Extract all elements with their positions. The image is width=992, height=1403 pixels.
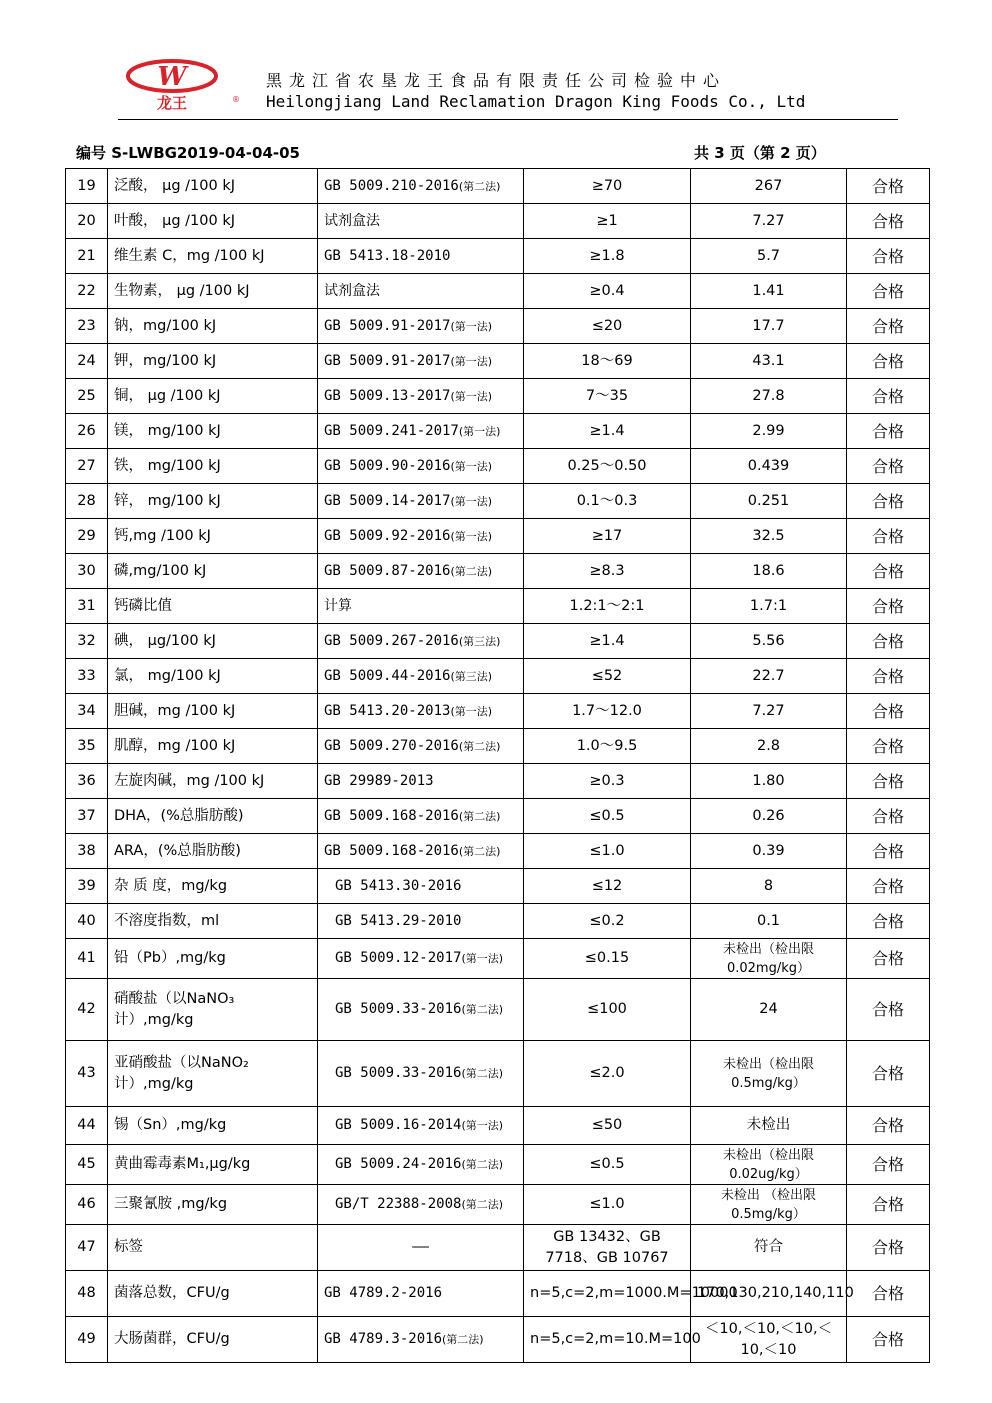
- row-number: 24: [66, 344, 108, 379]
- test-result: 未检出: [691, 1107, 847, 1145]
- judgment: 合格: [847, 1185, 930, 1225]
- table-row: [66, 204, 930, 239]
- method-standard: GB 5009.91-2017: [324, 317, 451, 334]
- table-row: [66, 449, 930, 484]
- test-result: 1.80: [691, 764, 847, 799]
- test-result: 2.99: [691, 414, 847, 449]
- row-number: 49: [66, 1317, 108, 1363]
- table-row: [66, 1185, 930, 1225]
- table-row: [66, 1107, 930, 1145]
- test-item: 黄曲霉毒素M₁,μg/kg: [108, 1145, 318, 1185]
- judgment: 合格: [847, 519, 930, 554]
- method-variant: (第一法): [450, 494, 493, 508]
- judgment: 合格: [847, 979, 930, 1041]
- test-method: [318, 659, 524, 694]
- test-item: 锌， mg/100 kJ: [108, 484, 318, 519]
- method-standard: GB 5413.18-2010: [324, 247, 451, 264]
- table-row: [66, 379, 930, 414]
- test-item: 泛酸， μg /100 kJ: [108, 169, 318, 204]
- test-result: 0.439: [691, 449, 847, 484]
- test-result: 32.5: [691, 519, 847, 554]
- row-number: 30: [66, 554, 108, 589]
- test-method: [318, 414, 524, 449]
- judgment: 合格: [847, 1145, 930, 1185]
- standard-requirement: ≥1.8: [524, 239, 691, 274]
- test-item: 钾，mg/100 kJ: [108, 344, 318, 379]
- standard-requirement: ≥17: [524, 519, 691, 554]
- test-item: 肌醇，mg /100 kJ: [108, 729, 318, 764]
- judgment: 合格: [847, 939, 930, 979]
- test-method: [318, 449, 524, 484]
- method-standard: GB/T 22388-2008: [335, 1196, 462, 1212]
- results-table-body: [66, 169, 930, 1363]
- method-variant: (第二法): [461, 1003, 504, 1016]
- test-result: 170,130,210,140,110: [691, 1271, 847, 1317]
- row-number: 28: [66, 484, 108, 519]
- row-number: 26: [66, 414, 108, 449]
- test-method: [318, 939, 524, 979]
- row-number: 42: [66, 979, 108, 1041]
- company-name-en: Heilongjiang Land Reclamation Dragon King Foods Co., Ltd: [266, 92, 806, 111]
- test-result: 27.8: [691, 379, 847, 414]
- test-item: 镁， mg/100 kJ: [108, 414, 318, 449]
- test-result: 未检出 （检出限 0.5mg/kg）: [691, 1185, 847, 1225]
- method-variant: (第二法): [461, 1158, 504, 1171]
- method-standard: GB 5413.30-2016: [335, 877, 462, 894]
- test-result: 8: [691, 869, 847, 904]
- test-method: [318, 239, 524, 274]
- method-variant: (第二法): [458, 844, 501, 858]
- standard-requirement: 18～69: [524, 344, 691, 379]
- row-number: 39: [66, 869, 108, 904]
- method-standard: GB 4789.2-2016: [324, 1285, 443, 1301]
- judgment: 合格: [847, 624, 930, 659]
- table-row: [66, 624, 930, 659]
- test-method: [318, 799, 524, 834]
- standard-requirement: 7～35: [524, 379, 691, 414]
- test-method: [318, 484, 524, 519]
- table-row: [66, 1225, 930, 1271]
- method-standard: GB 5009.168-2016: [324, 842, 459, 859]
- test-method: [318, 764, 524, 799]
- judgment: 合格: [847, 729, 930, 764]
- method-standard: GB 5413.29-2010: [335, 912, 462, 929]
- table-row: [66, 904, 930, 939]
- judgment: 合格: [847, 659, 930, 694]
- judgment: 合格: [847, 799, 930, 834]
- table-row: [66, 939, 930, 979]
- method-variant: (第一法): [450, 459, 493, 473]
- standard-requirement: ≤0.5: [524, 1145, 691, 1185]
- test-method: [318, 554, 524, 589]
- standard-requirement: ≤2.0: [524, 1041, 691, 1107]
- test-result: 5.56: [691, 624, 847, 659]
- test-item: 左旋肉碱，mg /100 kJ: [108, 764, 318, 799]
- row-number: 41: [66, 939, 108, 979]
- method-variant: (第三法): [450, 669, 493, 683]
- standard-requirement: 0.1～0.3: [524, 484, 691, 519]
- test-item: 叶酸， μg /100 kJ: [108, 204, 318, 239]
- test-method: [318, 694, 524, 729]
- results-table: [65, 168, 930, 1363]
- method-standard: GB 5413.20-2013: [324, 702, 451, 719]
- standard-requirement: 0.25～0.50: [524, 449, 691, 484]
- table-row: [66, 869, 930, 904]
- method-standard: GB 5009.14-2017: [324, 492, 451, 509]
- method-variant: (第三法): [458, 634, 501, 648]
- method-variant: (第一法): [450, 389, 493, 403]
- method-variant: (第一法): [450, 529, 493, 543]
- judgment: 合格: [847, 764, 930, 799]
- test-result: 1.41: [691, 274, 847, 309]
- row-number: 20: [66, 204, 108, 239]
- table-row: [66, 729, 930, 764]
- table-row: [66, 1041, 930, 1107]
- table-row: [66, 1145, 930, 1185]
- test-method: [318, 204, 524, 239]
- test-result: 43.1: [691, 344, 847, 379]
- test-method: [318, 589, 524, 624]
- standard-requirement: ≤50: [524, 1107, 691, 1145]
- report-number: 编号 S-LWBG2019-04-04-05: [76, 144, 300, 162]
- table-row: [66, 519, 930, 554]
- table-row: [66, 799, 930, 834]
- method-variant: (第一法): [450, 319, 493, 333]
- table-row: [66, 169, 930, 204]
- page-indicator: 共 3 页（第 2 页）: [694, 144, 826, 162]
- table-row: [66, 979, 930, 1041]
- test-item: 铜， μg /100 kJ: [108, 379, 318, 414]
- logo-text: 龙王: [156, 94, 188, 110]
- test-method: [318, 169, 524, 204]
- test-result: 22.7: [691, 659, 847, 694]
- method-variant: (第二法): [461, 1198, 504, 1211]
- method-variant: (第二法): [461, 1067, 504, 1080]
- test-method: [318, 1145, 524, 1185]
- table-row: [66, 309, 930, 344]
- method-standard: 试剂盒法: [324, 282, 380, 299]
- standard-requirement: ≥1: [524, 204, 691, 239]
- method-variant: (第二法): [458, 809, 501, 823]
- method-variant: (第一法): [450, 354, 493, 368]
- header-divider: [118, 119, 898, 120]
- test-method: [318, 1225, 524, 1271]
- method-standard: GB 5009.267-2016: [324, 632, 459, 649]
- standard-requirement: GB 13432、GB 7718、GB 10767: [524, 1225, 691, 1271]
- standard-requirement: ≥0.3: [524, 764, 691, 799]
- test-method: [318, 869, 524, 904]
- row-number: 44: [66, 1107, 108, 1145]
- row-number: 43: [66, 1041, 108, 1107]
- table-row: [66, 694, 930, 729]
- row-number: 27: [66, 449, 108, 484]
- judgment: 合格: [847, 414, 930, 449]
- logo-registered-mark: ®: [232, 95, 240, 104]
- test-result: ＜10,＜10,＜10,＜10,＜10: [691, 1317, 847, 1363]
- judgment: 合格: [847, 589, 930, 624]
- test-method: [318, 309, 524, 344]
- method-variant: (第二法): [458, 179, 501, 193]
- row-number: 34: [66, 694, 108, 729]
- test-method: [318, 979, 524, 1041]
- table-row: [66, 659, 930, 694]
- test-item: DHA，(%总脂肪酸): [108, 799, 318, 834]
- method-variant: (第一法): [461, 952, 504, 965]
- judgment: 合格: [847, 1317, 930, 1363]
- test-method: [318, 274, 524, 309]
- test-result: 7.27: [691, 694, 847, 729]
- table-row: [66, 834, 930, 869]
- method-standard: GB 5009.270-2016: [324, 737, 459, 754]
- judgment: 合格: [847, 484, 930, 519]
- test-item: 标签: [108, 1225, 318, 1271]
- judgment: 合格: [847, 834, 930, 869]
- method-standard: GB 5009.92-2016: [324, 527, 451, 544]
- judgment: 合格: [847, 869, 930, 904]
- test-result: 符合: [691, 1225, 847, 1271]
- test-item: 钙,mg /100 kJ: [108, 519, 318, 554]
- test-method: [318, 624, 524, 659]
- test-result: 未检出（检出限 0.02mg/kg）: [691, 939, 847, 979]
- test-result: 未检出（检出限 0.02ug/kg）: [691, 1145, 847, 1185]
- standard-requirement: 1.7～12.0: [524, 694, 691, 729]
- test-method: [318, 379, 524, 414]
- method-standard: 计算: [324, 597, 352, 614]
- test-item: 亚硝酸盐（以NaNO₂ 计）,mg/kg: [108, 1041, 318, 1107]
- row-number: 25: [66, 379, 108, 414]
- test-item: 氯， mg/100 kJ: [108, 659, 318, 694]
- test-item: 胆碱，mg /100 kJ: [108, 694, 318, 729]
- standard-requirement: ≤1.0: [524, 1185, 691, 1225]
- test-item: 不溶度指数，ml: [108, 904, 318, 939]
- table-row: [66, 274, 930, 309]
- test-result: 0.251: [691, 484, 847, 519]
- row-number: 37: [66, 799, 108, 834]
- row-number: 46: [66, 1185, 108, 1225]
- standard-requirement: ≥8.3: [524, 554, 691, 589]
- table-row: [66, 1271, 930, 1317]
- method-standard: GB 4789.3-2016: [324, 1331, 443, 1347]
- table-row: [66, 414, 930, 449]
- row-number: 31: [66, 589, 108, 624]
- test-item: 硝酸盐（以NaNO₃ 计）,mg/kg: [108, 979, 318, 1041]
- test-result: 0.1: [691, 904, 847, 939]
- method-standard: GB 5009.44-2016: [324, 667, 451, 684]
- method-standard: GB 5009.210-2016: [324, 177, 459, 194]
- method-standard: GB 5009.33-2016: [335, 1065, 462, 1081]
- test-item: 铁， mg/100 kJ: [108, 449, 318, 484]
- test-item: 三聚氰胺 ,mg/kg: [108, 1185, 318, 1225]
- judgment: 合格: [847, 449, 930, 484]
- judgment: 合格: [847, 204, 930, 239]
- company-logo: [122, 58, 242, 110]
- standard-requirement: ≤0.5: [524, 799, 691, 834]
- test-item: ARA，(%总脂肪酸): [108, 834, 318, 869]
- row-number: 22: [66, 274, 108, 309]
- row-number: 32: [66, 624, 108, 659]
- test-result: 18.6: [691, 554, 847, 589]
- test-method: [318, 1185, 524, 1225]
- test-item: 大肠菌群，CFU/g: [108, 1317, 318, 1363]
- judgment: 合格: [847, 169, 930, 204]
- test-item: 锡（Sn）,mg/kg: [108, 1107, 318, 1145]
- row-number: 48: [66, 1271, 108, 1317]
- standard-requirement: ≥1.4: [524, 624, 691, 659]
- test-item: 钠，mg/100 kJ: [108, 309, 318, 344]
- test-item: 杂 质 度，mg/kg: [108, 869, 318, 904]
- judgment: 合格: [847, 1271, 930, 1317]
- test-result: 267: [691, 169, 847, 204]
- test-item: 铅（Pb）,mg/kg: [108, 939, 318, 979]
- row-number: 38: [66, 834, 108, 869]
- test-result: 未检出（检出限 0.5mg/kg）: [691, 1041, 847, 1107]
- test-item: 碘， μg/100 kJ: [108, 624, 318, 659]
- judgment: 合格: [847, 274, 930, 309]
- test-method: [318, 729, 524, 764]
- test-method: [318, 519, 524, 554]
- judgment: 合格: [847, 554, 930, 589]
- table-row: [66, 239, 930, 274]
- method-standard: GB 5009.16-2014: [335, 1117, 462, 1133]
- row-number: 19: [66, 169, 108, 204]
- judgment: 合格: [847, 694, 930, 729]
- standard-requirement: ≤0.15: [524, 939, 691, 979]
- test-result: 1.7:1: [691, 589, 847, 624]
- standard-requirement: ≤12: [524, 869, 691, 904]
- judgment: 合格: [847, 1225, 930, 1271]
- method-standard: GB 5009.90-2016: [324, 457, 451, 474]
- method-variant: (第一法): [461, 1119, 504, 1132]
- test-result: 17.7: [691, 309, 847, 344]
- row-number: 47: [66, 1225, 108, 1271]
- test-item: 菌落总数，CFU/g: [108, 1271, 318, 1317]
- test-method: [318, 1107, 524, 1145]
- test-result: 5.7: [691, 239, 847, 274]
- test-result: 7.27: [691, 204, 847, 239]
- row-number: 45: [66, 1145, 108, 1185]
- test-item: 生物素， μg /100 kJ: [108, 274, 318, 309]
- judgment: 合格: [847, 1041, 930, 1107]
- test-result: 0.26: [691, 799, 847, 834]
- test-method: [318, 904, 524, 939]
- judgment: 合格: [847, 239, 930, 274]
- method-variant: (第二法): [442, 1333, 484, 1346]
- method-variant: (第一法): [450, 704, 493, 718]
- method-standard: ——: [412, 1239, 429, 1255]
- method-standard: GB 5009.24-2016: [335, 1156, 462, 1172]
- method-standard: GB 5009.87-2016: [324, 562, 451, 579]
- test-item: 钙磷比值: [108, 589, 318, 624]
- row-number: 21: [66, 239, 108, 274]
- standard-requirement: ≥0.4: [524, 274, 691, 309]
- method-standard: GB 5009.168-2016: [324, 807, 459, 824]
- judgment: 合格: [847, 379, 930, 414]
- method-standard: GB 5009.12-2017: [335, 950, 462, 966]
- svg-text:W: W: [157, 62, 187, 92]
- standard-requirement: ≥70: [524, 169, 691, 204]
- table-row: [66, 484, 930, 519]
- judgment: 合格: [847, 344, 930, 379]
- test-item: 维生素 C，mg /100 kJ: [108, 239, 318, 274]
- standard-requirement: 1.0～9.5: [524, 729, 691, 764]
- row-number: 33: [66, 659, 108, 694]
- method-variant: (第二法): [450, 564, 493, 578]
- judgment: 合格: [847, 904, 930, 939]
- row-number: 29: [66, 519, 108, 554]
- standard-requirement: ≥1.4: [524, 414, 691, 449]
- table-row: [66, 1317, 930, 1363]
- row-number: 36: [66, 764, 108, 799]
- method-standard: GB 5009.13-2017: [324, 387, 451, 404]
- table-row: [66, 764, 930, 799]
- standard-requirement: ≤0.2: [524, 904, 691, 939]
- standard-requirement: ≤20: [524, 309, 691, 344]
- test-method: [318, 1317, 524, 1363]
- test-item: 磷,mg/100 kJ: [108, 554, 318, 589]
- standard-requirement: n=5,c=2,m=1000.M=10000: [524, 1271, 691, 1317]
- judgment: 合格: [847, 309, 930, 344]
- method-standard: 试剂盒法: [324, 212, 380, 229]
- standard-requirement: ≤100: [524, 979, 691, 1041]
- method-standard: GB 5009.91-2017: [324, 352, 451, 369]
- table-row: [66, 344, 930, 379]
- test-method: [318, 1041, 524, 1107]
- method-variant: (第二法): [458, 739, 501, 753]
- row-number: 40: [66, 904, 108, 939]
- table-row: [66, 554, 930, 589]
- table-row: [66, 589, 930, 624]
- standard-requirement: 1.2:1～2:1: [524, 589, 691, 624]
- company-name-cn: 黑龙江省农垦龙王食品有限责任公司检验中心: [266, 71, 727, 90]
- standard-requirement: ≤1.0: [524, 834, 691, 869]
- method-variant: (第一法): [458, 424, 501, 438]
- method-standard: GB 5009.241-2017: [324, 422, 459, 439]
- test-method: [318, 1271, 524, 1317]
- test-method: [318, 344, 524, 379]
- test-result: 24: [691, 979, 847, 1041]
- test-result: 0.39: [691, 834, 847, 869]
- judgment: 合格: [847, 1107, 930, 1145]
- row-number: 35: [66, 729, 108, 764]
- standard-requirement: ≤52: [524, 659, 691, 694]
- method-standard: GB 29989-2013: [324, 772, 434, 789]
- row-number: 23: [66, 309, 108, 344]
- method-standard: GB 5009.33-2016: [335, 1001, 462, 1017]
- test-result: 2.8: [691, 729, 847, 764]
- test-method: [318, 834, 524, 869]
- standard-requirement: n=5,c=2,m=10.M=100: [524, 1317, 691, 1363]
